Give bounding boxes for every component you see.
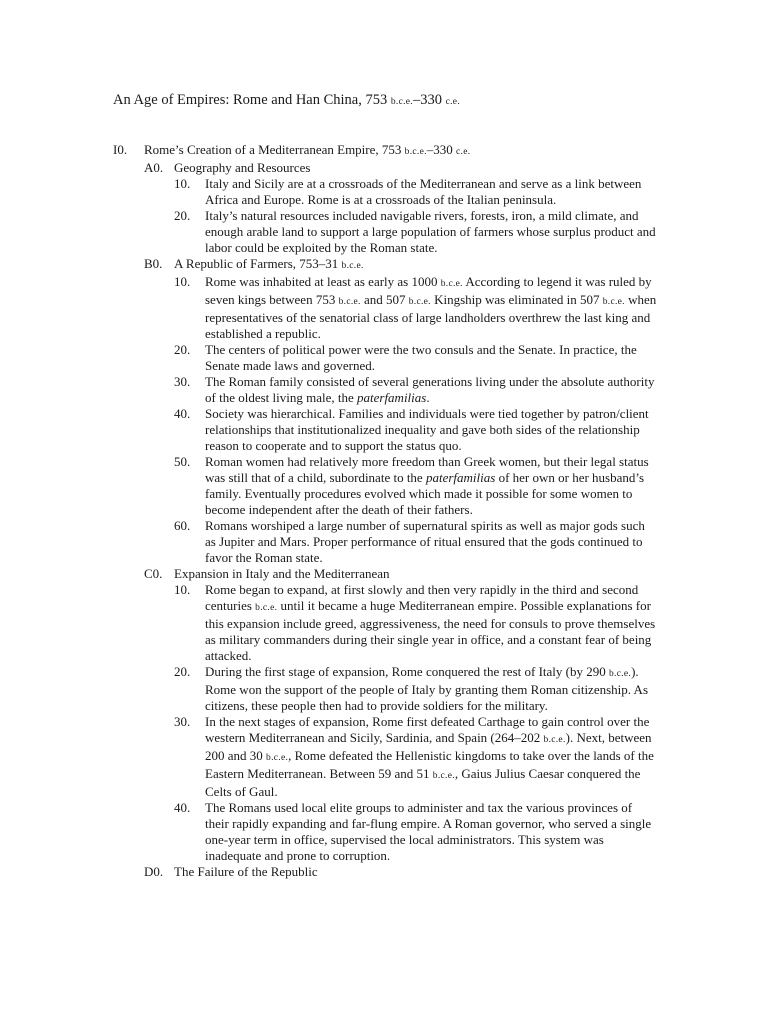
subsection-label [174, 256, 658, 274]
document-title [113, 92, 460, 109]
item-text: The centers of political power were the two consuls and the Senate. In practice, the Senate made laws and governed. [205, 342, 637, 373]
title-ce: c.e. [445, 97, 460, 107]
section-number: I0. [113, 142, 128, 157]
subsection-label: The Failure of the Republic [174, 864, 318, 879]
section-heading [113, 142, 658, 160]
subsection-label: Geography and Resources [174, 160, 311, 175]
era-abbrev: b.c.e. [543, 735, 566, 745]
subsection-bce: b.c.e. [341, 261, 364, 271]
item-text-part: During the first stage of expansion, Rome conquered the rest of Italy (by 290 [205, 664, 609, 679]
item-text-part: , Gaius Julius Caesar conquered the Celts of Gaul. [205, 766, 641, 799]
outline [113, 142, 658, 880]
item-number: 30. [174, 374, 191, 389]
subsection-number: D0. [144, 864, 164, 879]
item-text-part: Kingship was eliminated in 507 [430, 292, 603, 307]
era-abbrev: b.c.e. [432, 771, 455, 781]
section-bce: b.c.e. [404, 147, 427, 157]
item-text-part: when representatives of the senatorial class of large landholders overthrew the last king and established a republic. [205, 292, 657, 341]
list-item [174, 342, 658, 374]
item-text: The Romans used local elite groups to administer and tax the various provinces of their rapidly expanding and far-flung empire. A Roman governor, who served a single one-year term in office, supervised the local administrators. This system was inadequate and prone to corruption. [205, 800, 652, 863]
section-label [144, 142, 658, 160]
item-text: Romans worshiped a large number of supernatural spirits as well as major gods such as Jupiter and Mars. Proper performance of ritual ensured that the gods continued to favor the Roman state. [205, 518, 645, 565]
list-item [174, 274, 658, 342]
item-number: 60. [174, 518, 191, 533]
subsection-heading [144, 566, 658, 582]
item-text-part: , Rome defeated the Hellenistic kingdoms to take over the lands of the Eastern Mediterranean. Between 59 and 51 [205, 748, 654, 781]
latin-term: paterfamilias [357, 390, 427, 405]
title-mid: –330 [412, 92, 446, 108]
item-text-part: of her own or her husband’s family. Eventually procedures evolved which made it possible for some women to become independent after the death of their fathers. [205, 470, 645, 517]
item-number: 30. [174, 714, 191, 729]
list-item [174, 176, 658, 208]
item-text [205, 274, 658, 342]
item-text-part: In the next stages of expansion, Rome first defeated Carthage to gain control over the western Mediterranean and Sicily, Sardinia, and Spain (264–202 [205, 714, 650, 745]
item-number: 10. [174, 176, 191, 191]
title-text: An Age of Empires: Rome and Han China, 753 [113, 92, 391, 108]
era-abbrev: b.c.e. [602, 297, 625, 307]
item-number: 50. [174, 454, 191, 469]
list-item [174, 208, 658, 256]
subsection-heading [144, 864, 658, 880]
list-item [174, 374, 658, 406]
item-text-part: ). Next, between 200 and 30 [205, 730, 652, 763]
item-text: Italy’s natural resources included navigable rivers, forests, iron, a mild climate, and enough arable land to support a large population of farmers whose surplus product and labor could be exploited by the Roman state. [205, 208, 656, 255]
item-text-part: . [426, 390, 430, 405]
item-text-part: Rome began to expand, at first slowly and then very rapidly in the third and second centuries [205, 582, 639, 613]
item-number: 10. [174, 274, 191, 289]
subsection-heading [144, 160, 658, 176]
item-text: Italy and Sicily are at a crossroads of the Mediterranean and serve as a link between Africa and Europe. Rome is at a crossroads of the Italian peninsula. [205, 176, 642, 207]
item-number: 20. [174, 342, 191, 357]
subsection-number: A0. [144, 160, 164, 175]
item-text [205, 714, 658, 800]
subsection-label: Expansion in Italy and the Mediterranean [174, 566, 390, 581]
list-item [174, 454, 658, 518]
item-text [205, 664, 658, 714]
item-number: 40. [174, 800, 191, 815]
title-bce: b.c.e. [390, 97, 413, 107]
list-item [174, 714, 658, 800]
item-text-part: Rome was inhabited at least as early as 1000 [205, 274, 441, 289]
era-abbrev: b.c.e. [255, 603, 278, 613]
era-abbrev: b.c.e. [266, 753, 289, 763]
item-text-part: Roman women had relatively more freedom than Greek women, but their legal status was still that of a child, subordinate to the [205, 454, 649, 485]
item-text-part: ). Rome won the support of the people of Italy by granting them Roman citizenship. As citizens, these people then had to provide soldiers for the military. [205, 664, 649, 713]
item-text [205, 454, 658, 518]
latin-term: paterfamilias [425, 470, 496, 485]
list-item [174, 664, 658, 714]
list-item [174, 582, 658, 664]
item-text-part: and 507 [360, 292, 409, 307]
item-text [205, 374, 658, 406]
era-abbrev: b.c.e. [408, 297, 431, 307]
subsection-number: B0. [144, 256, 163, 271]
era-abbrev: b.c.e. [608, 669, 632, 679]
section-label-text: Rome’s Creation of a Mediterranean Empire, 753 [144, 142, 405, 157]
era-abbrev: b.c.e. [338, 297, 361, 307]
item-number: 20. [174, 664, 191, 679]
item-text-part: The Roman family consisted of several generations living under the absolute authority of the oldest living male, the [205, 374, 655, 405]
list-item [174, 518, 658, 566]
item-number: 20. [174, 208, 191, 223]
item-text-part: until it became a huge Mediterranean empire. Possible explanations for this expansion include greed, aggressiveness, the need for consuls to prove themselves as military commanders during their single year in office, and a constant fear of being attacked. [205, 598, 656, 663]
subsection-label-text: A Republic of Farmers, 753–31 [174, 256, 342, 271]
item-text: Society was hierarchical. Families and individuals were tied together by patron/client relationships that institutionalized inequality and gave both sides of the relationship reason to cooperate and to support the status quo. [205, 406, 649, 453]
item-text [205, 582, 658, 664]
item-number: 10. [174, 582, 191, 597]
list-item [174, 406, 658, 454]
section-mid: –330 [426, 142, 457, 157]
list-item [174, 800, 658, 864]
section-ce: c.e. [456, 147, 471, 157]
item-number: 40. [174, 406, 191, 421]
subsection-number: C0. [144, 566, 163, 581]
item-text-part: According to legend it was ruled by seven kings between 753 [205, 274, 652, 307]
era-abbrev: b.c.e. [440, 279, 463, 289]
subsection-heading [144, 256, 658, 274]
